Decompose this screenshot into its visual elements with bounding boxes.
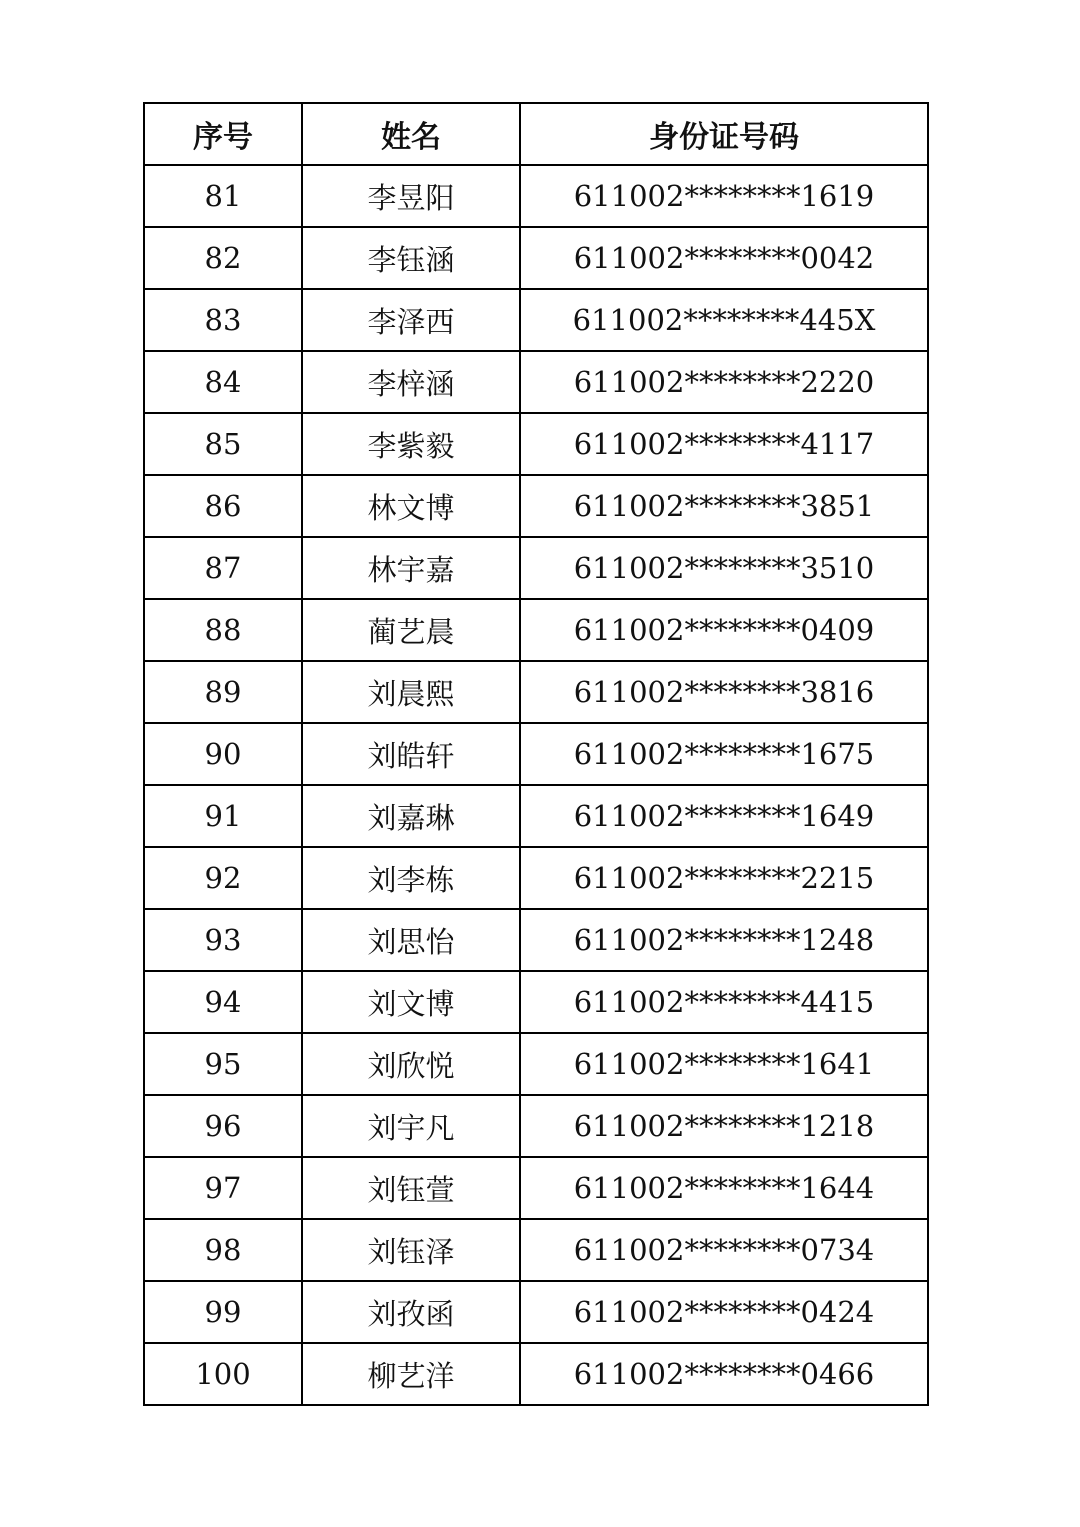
table-row <box>144 1343 928 1405</box>
seq-cell: 96 <box>144 1095 302 1157</box>
id-number-cell: 611002********0424 <box>520 1281 928 1343</box>
seq-cell: 90 <box>144 723 302 785</box>
header-seq: 序号 <box>144 103 302 165</box>
seq-cell: 86 <box>144 475 302 537</box>
name-cell: 李泽西 <box>302 289 520 351</box>
table-row <box>144 1095 928 1157</box>
id-number-cell: 611002********3851 <box>520 475 928 537</box>
seq-cell: 87 <box>144 537 302 599</box>
name-cell: 刘皓轩 <box>302 723 520 785</box>
table-row <box>144 971 928 1033</box>
table-row <box>144 165 928 227</box>
table-row <box>144 599 928 661</box>
seq-cell: 94 <box>144 971 302 1033</box>
name-cell: 林宇嘉 <box>302 537 520 599</box>
name-cell: 刘思怡 <box>302 909 520 971</box>
table-row <box>144 475 928 537</box>
table-row <box>144 785 928 847</box>
id-number-cell: 611002********1641 <box>520 1033 928 1095</box>
seq-cell: 98 <box>144 1219 302 1281</box>
name-cell: 刘宇凡 <box>302 1095 520 1157</box>
name-cell: 李紫毅 <box>302 413 520 475</box>
seq-cell: 88 <box>144 599 302 661</box>
id-number-cell: 611002********4117 <box>520 413 928 475</box>
id-number-cell: 611002********2215 <box>520 847 928 909</box>
id-number-cell: 611002********0409 <box>520 599 928 661</box>
id-number-cell: 611002********1218 <box>520 1095 928 1157</box>
id-number-cell: 611002********1644 <box>520 1157 928 1219</box>
id-number-cell: 611002********1248 <box>520 909 928 971</box>
name-cell: 李钰涵 <box>302 227 520 289</box>
id-number-cell: 611002********0042 <box>520 227 928 289</box>
name-cell: 刘孜函 <box>302 1281 520 1343</box>
id-number-cell: 611002********0466 <box>520 1343 928 1405</box>
name-cell: 刘钰泽 <box>302 1219 520 1281</box>
table-header <box>144 103 928 165</box>
name-cell: 李梓涵 <box>302 351 520 413</box>
name-cell: 刘文博 <box>302 971 520 1033</box>
table-body <box>144 165 928 1405</box>
name-cell: 林文博 <box>302 475 520 537</box>
seq-cell: 81 <box>144 165 302 227</box>
seq-cell: 84 <box>144 351 302 413</box>
seq-cell: 93 <box>144 909 302 971</box>
header-name: 姓名 <box>302 103 520 165</box>
id-number-cell: 611002********1675 <box>520 723 928 785</box>
id-number-cell: 611002********1619 <box>520 165 928 227</box>
name-cell: 刘晨熙 <box>302 661 520 723</box>
name-cell: 刘嘉琳 <box>302 785 520 847</box>
table-row <box>144 351 928 413</box>
table-row <box>144 537 928 599</box>
table-row <box>144 723 928 785</box>
table-row <box>144 1219 928 1281</box>
table-row <box>144 413 928 475</box>
seq-cell: 91 <box>144 785 302 847</box>
seq-cell: 97 <box>144 1157 302 1219</box>
seq-cell: 100 <box>144 1343 302 1405</box>
name-cell: 柳艺洋 <box>302 1343 520 1405</box>
table-row <box>144 1281 928 1343</box>
table-row <box>144 227 928 289</box>
id-number-cell: 611002********3510 <box>520 537 928 599</box>
seq-cell: 85 <box>144 413 302 475</box>
seq-cell: 99 <box>144 1281 302 1343</box>
table-row <box>144 847 928 909</box>
header-id-number: 身份证号码 <box>520 103 928 165</box>
id-number-cell: 611002********3816 <box>520 661 928 723</box>
seq-cell: 83 <box>144 289 302 351</box>
name-cell: 刘李栋 <box>302 847 520 909</box>
id-number-cell: 611002********4415 <box>520 971 928 1033</box>
seq-cell: 82 <box>144 227 302 289</box>
name-cell: 蔺艺晨 <box>302 599 520 661</box>
seq-cell: 89 <box>144 661 302 723</box>
name-cell: 李昱阳 <box>302 165 520 227</box>
id-number-cell: 611002********445X <box>520 289 928 351</box>
header-row <box>144 103 928 165</box>
name-cell: 刘欣悦 <box>302 1033 520 1095</box>
id-number-cell: 611002********0734 <box>520 1219 928 1281</box>
table-row <box>144 1033 928 1095</box>
table-row <box>144 909 928 971</box>
id-number-cell: 611002********1649 <box>520 785 928 847</box>
seq-cell: 95 <box>144 1033 302 1095</box>
roster-table <box>143 102 929 1406</box>
name-cell: 刘钰萱 <box>302 1157 520 1219</box>
table-row <box>144 289 928 351</box>
table-row <box>144 1157 928 1219</box>
seq-cell: 92 <box>144 847 302 909</box>
id-number-cell: 611002********2220 <box>520 351 928 413</box>
table-row <box>144 661 928 723</box>
